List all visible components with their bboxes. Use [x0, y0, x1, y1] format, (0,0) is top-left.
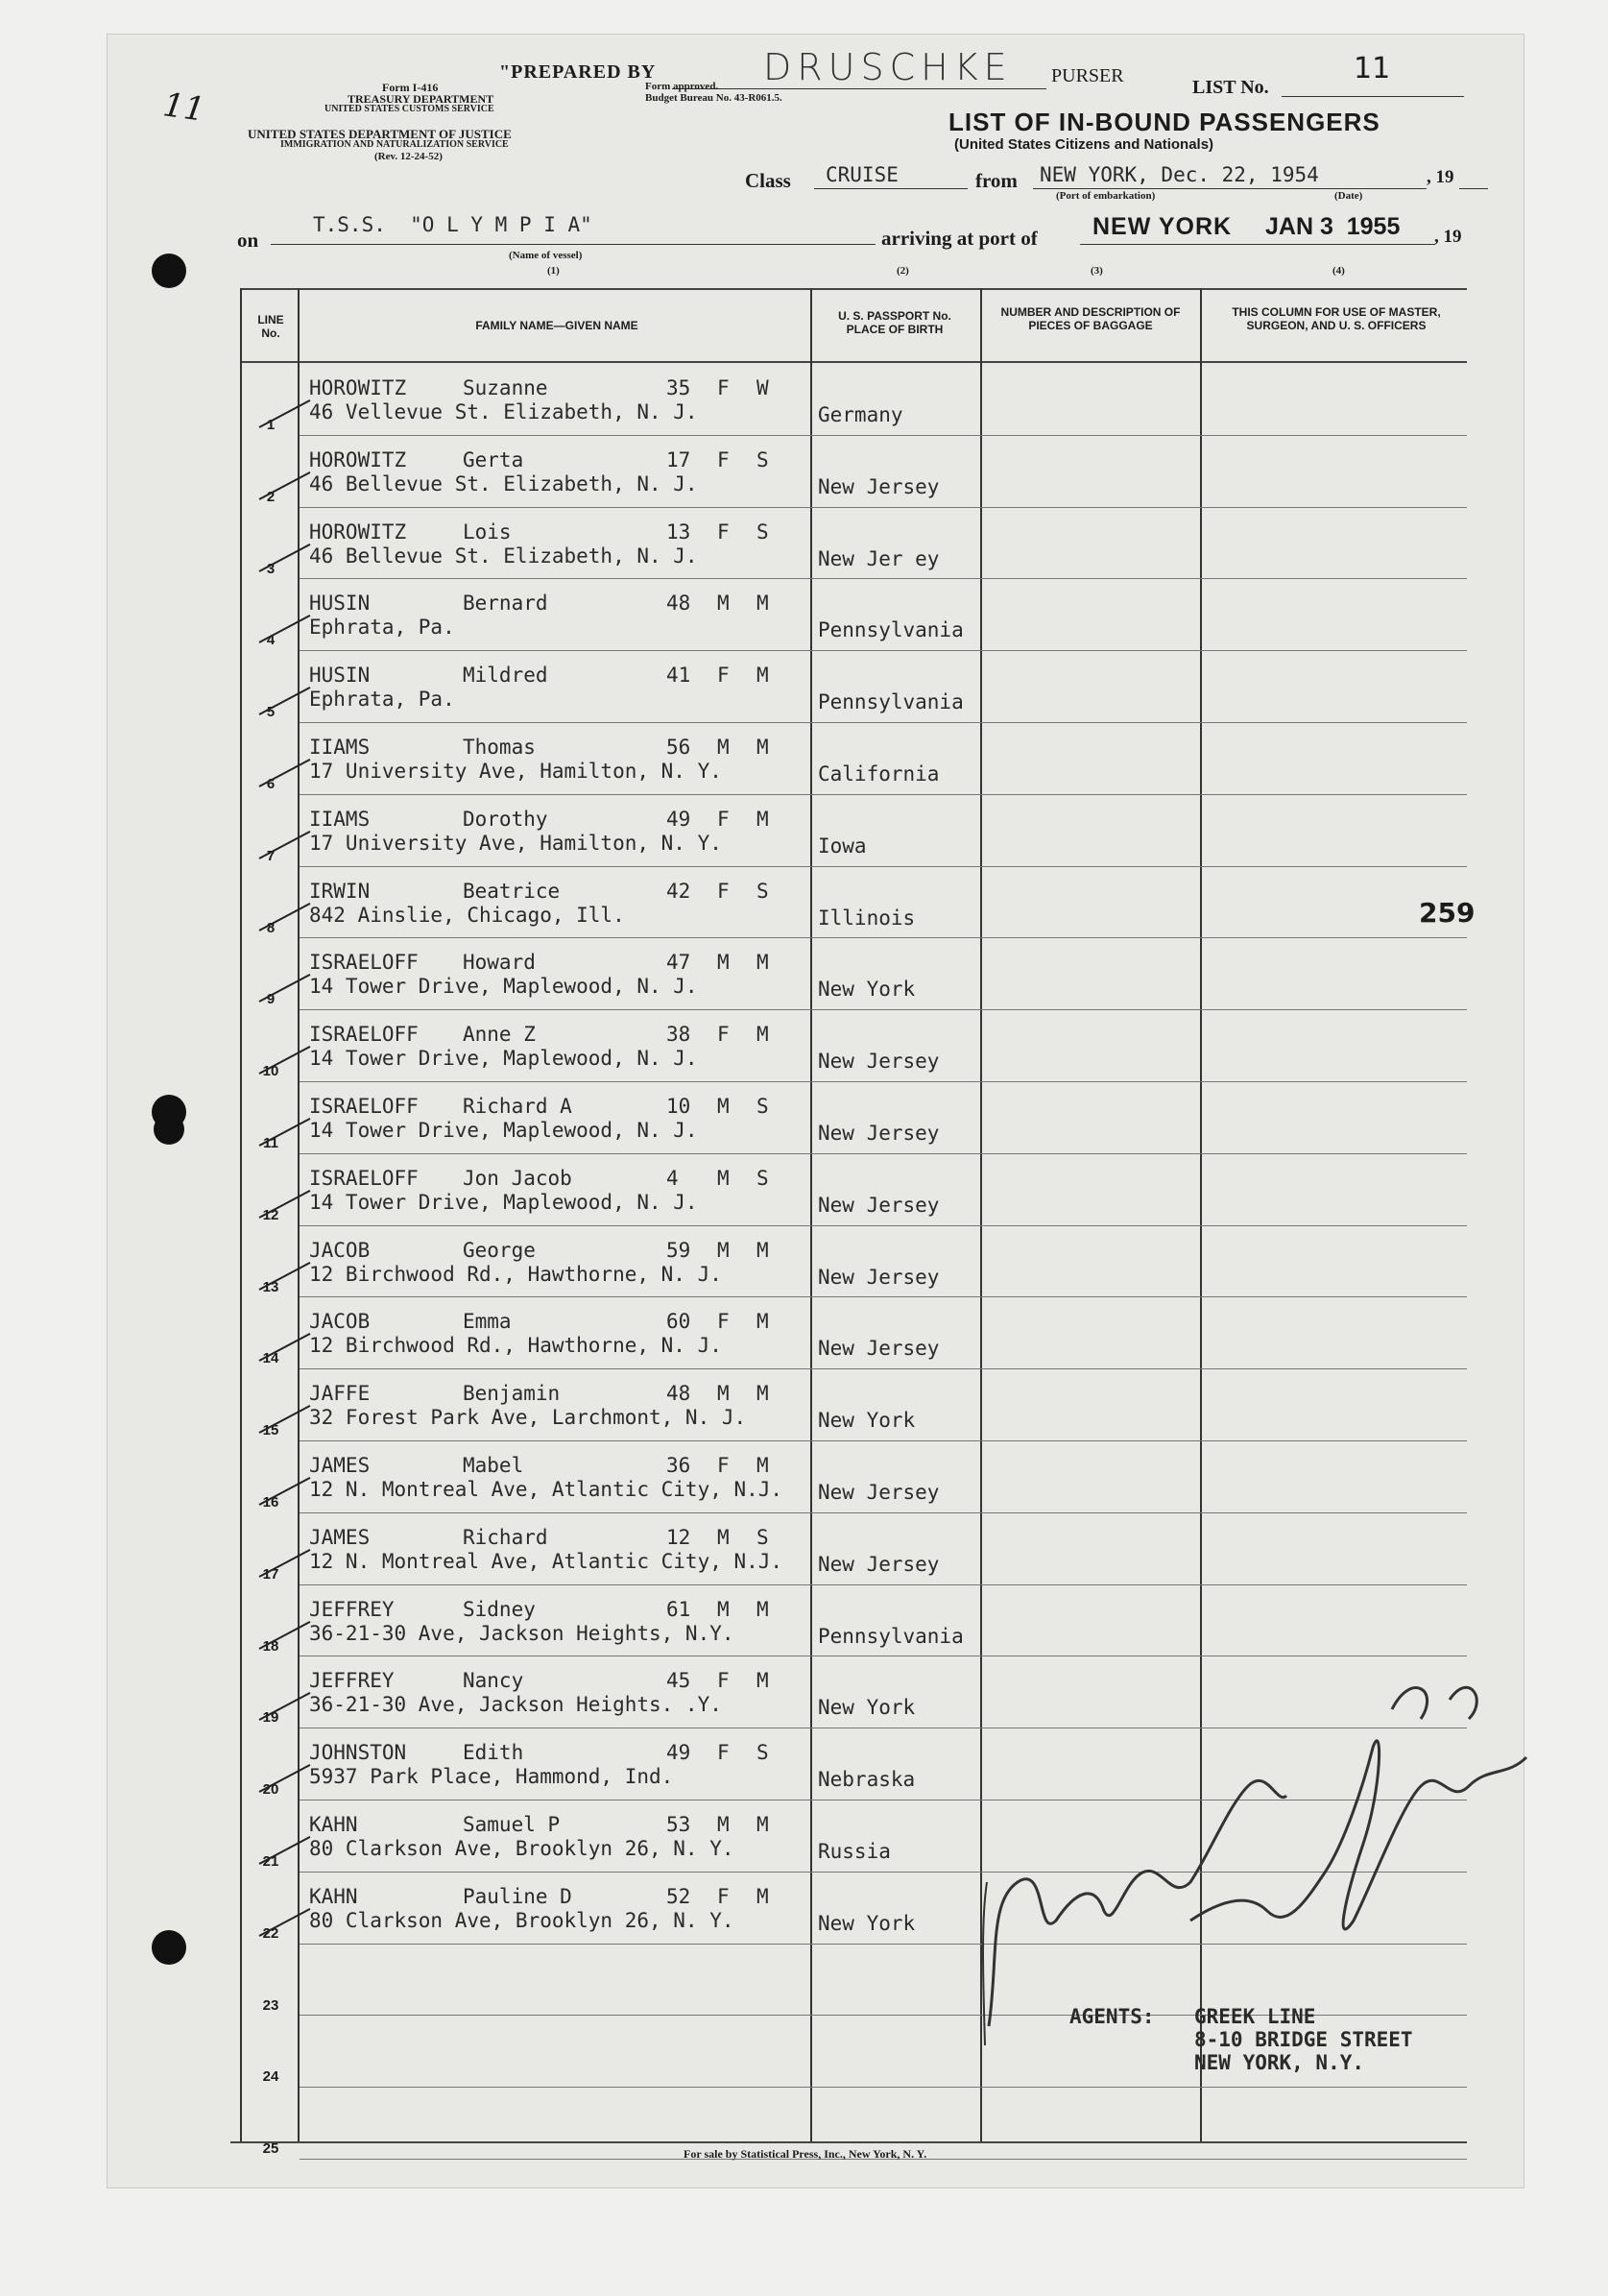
- passenger-address: 5937 Park Place, Hammond, Ind.: [309, 1765, 674, 1789]
- passenger-given-name: Benjamin: [463, 1382, 561, 1406]
- passenger-age: 49: [666, 807, 691, 831]
- passenger-address: Ephrata, Pa.: [309, 616, 455, 640]
- passenger-age: 56: [666, 736, 691, 759]
- line-number: 19: [262, 1709, 279, 1727]
- passenger-marital-status: M: [756, 1454, 769, 1477]
- line-number: 5: [266, 704, 276, 721]
- passenger-sex: F: [717, 376, 730, 399]
- passenger-surname: KAHN: [309, 1813, 358, 1836]
- line-number: 10: [262, 1063, 279, 1080]
- place-of-birth: New York: [818, 1409, 916, 1433]
- page-subtitle: (United States Citizens and Nationals): [954, 136, 1214, 153]
- passenger-given-name: Lois: [463, 520, 512, 544]
- passenger-surname: HOROWITZ: [309, 520, 407, 544]
- col-1-caption: (1): [547, 265, 560, 277]
- line-number: 12: [262, 1206, 279, 1223]
- agents-label: AGENTS:: [1069, 2005, 1155, 2028]
- row-divider: [300, 507, 1467, 508]
- passenger-surname: IRWIN: [309, 879, 371, 903]
- line-number: 17: [262, 1565, 279, 1583]
- place-of-birth: New Jersey: [818, 1193, 940, 1217]
- year-suffix-1: , 19: [1427, 167, 1454, 187]
- passenger-surname: HOROWITZ: [309, 447, 407, 471]
- passenger-age: 38: [666, 1023, 691, 1047]
- passenger-age: 17: [666, 447, 691, 471]
- col-3-caption: (3): [1091, 265, 1103, 277]
- row-divider: [300, 578, 1467, 579]
- passenger-sex: F: [717, 1023, 730, 1047]
- passenger-age: 35: [666, 376, 691, 399]
- passenger-marital-status: M: [756, 1382, 769, 1406]
- passenger-given-name: Richard: [463, 1525, 548, 1549]
- place-of-birth: New Jersey: [818, 1481, 940, 1504]
- col-header-line-no: LINE No.: [257, 313, 284, 340]
- passenger-age: 48: [666, 1382, 691, 1406]
- col-name-divider: [810, 288, 812, 2141]
- prepared-by-underline: [672, 88, 1046, 89]
- row-divider: [300, 1009, 1467, 1010]
- line-number: 20: [262, 1781, 279, 1799]
- line-number: 7: [266, 847, 276, 864]
- passenger-sex: F: [717, 520, 730, 544]
- table-top-border: [242, 288, 1467, 290]
- port-embark-caption: (Port of embarkation): [1056, 190, 1156, 202]
- place-of-birth: New Jersey: [818, 1050, 940, 1074]
- passenger-marital-status: M: [756, 1023, 769, 1047]
- passenger-age: 36: [666, 1454, 691, 1477]
- line-number: 8: [266, 919, 276, 936]
- agents-line-3: NEW YORK, N.Y.: [1194, 2051, 1365, 2074]
- row-divider: [300, 794, 1467, 795]
- passenger-surname: IIAMS: [309, 807, 371, 831]
- passenger-given-name: Mildred: [463, 664, 548, 688]
- col-4-caption: (4): [1332, 265, 1345, 277]
- place-of-birth: Pennsylvania: [818, 618, 964, 642]
- passenger-marital-status: S: [756, 520, 769, 544]
- passenger-surname: HUSIN: [309, 664, 371, 688]
- passenger-surname: ISRAELOFF: [309, 1166, 419, 1190]
- passenger-marital-status: S: [756, 879, 769, 903]
- year-underline-1: [1459, 188, 1488, 189]
- passenger-surname: ISRAELOFF: [309, 1023, 419, 1047]
- passenger-sex: F: [717, 807, 730, 831]
- place-of-birth: Nebraska: [818, 1768, 916, 1792]
- dept-justice: UNITED STATES DEPARTMENT OF JUSTICE: [248, 127, 512, 141]
- vessel-name: T.S.S. "O L Y M P I A": [313, 213, 592, 236]
- passenger-sex: F: [717, 1454, 730, 1477]
- passenger-sex: M: [717, 592, 730, 616]
- vessel-underline: [271, 244, 876, 245]
- row-divider: [300, 435, 1467, 436]
- line-number: 14: [262, 1350, 279, 1367]
- line-number: 4: [266, 632, 276, 649]
- place-of-birth: New Jer ey: [818, 546, 940, 570]
- passenger-marital-status: W: [756, 376, 769, 399]
- passenger-given-name: George: [463, 1238, 536, 1262]
- row-divider: [300, 866, 1467, 867]
- passenger-given-name: Suzanne: [463, 376, 548, 399]
- date-caption: (Date): [1334, 190, 1363, 202]
- row-divider: [300, 1440, 1467, 1441]
- line-number: 2: [266, 488, 276, 505]
- passenger-surname: JOHNSTON: [309, 1741, 407, 1765]
- list-number: 11: [1354, 52, 1391, 85]
- passenger-given-name: Sidney: [463, 1597, 536, 1621]
- passenger-sex: F: [717, 1669, 730, 1693]
- purser-label: PURSER: [1051, 65, 1124, 86]
- passenger-age: 13: [666, 520, 691, 544]
- passenger-age: 4: [666, 1166, 679, 1190]
- row-divider: [300, 722, 1467, 723]
- binder-hole-middle-2: [154, 1114, 184, 1145]
- passenger-given-name: Mabel: [463, 1454, 524, 1477]
- place-of-birth: Russia: [818, 1840, 891, 1863]
- from-underline: [1033, 188, 1427, 189]
- list-no-underline: [1282, 96, 1464, 97]
- place-of-birth: New Jersey: [818, 1122, 940, 1145]
- arriving-label: arriving at port of: [881, 227, 1038, 250]
- passenger-marital-status: M: [756, 592, 769, 616]
- form-id: Form I-416: [382, 81, 439, 94]
- place-of-birth: New York: [818, 1911, 916, 1935]
- passenger-surname: JEFFREY: [309, 1669, 395, 1693]
- dept-immigration: IMMIGRATION AND NATURALIZATION SERVICE: [280, 139, 509, 150]
- passenger-marital-status: M: [756, 1813, 769, 1836]
- passenger-address: 14 Tower Drive, Maplewood, N. J.: [309, 1119, 698, 1142]
- passenger-given-name: Thomas: [463, 736, 536, 759]
- agents-line-1: GREEK LINE: [1194, 2005, 1316, 2028]
- passenger-marital-status: M: [756, 951, 769, 975]
- passenger-sex: M: [717, 1382, 730, 1406]
- passenger-sex: M: [717, 1813, 730, 1836]
- passenger-given-name: Emma: [463, 1310, 512, 1334]
- row-divider: [300, 937, 1467, 938]
- col-2-caption: (2): [897, 265, 909, 277]
- passenger-sex: M: [717, 1166, 730, 1190]
- row-divider: [300, 1296, 1467, 1297]
- col-line-divider: [298, 288, 300, 2141]
- passenger-marital-status: M: [756, 1310, 769, 1334]
- place-of-birth: New Jersey: [818, 1552, 940, 1576]
- row-divider: [300, 1512, 1467, 1513]
- passenger-age: 12: [666, 1525, 691, 1549]
- line-number: 22: [262, 1924, 279, 1942]
- dept-customs: UNITED STATES CUSTOMS SERVICE: [324, 104, 494, 114]
- passenger-surname: JAMES: [309, 1454, 371, 1477]
- row-divider: [300, 1584, 1467, 1585]
- passenger-given-name: Pauline D: [463, 1884, 572, 1908]
- passenger-sex: M: [717, 1597, 730, 1621]
- passenger-surname: ISRAELOFF: [309, 1095, 419, 1118]
- table-bottom-border: [230, 2141, 1467, 2143]
- place-of-birth: Iowa: [818, 834, 867, 858]
- line-number: 6: [266, 776, 276, 792]
- place-of-birth: Pennsylvania: [818, 690, 964, 714]
- place-of-birth: California: [818, 762, 940, 785]
- binder-hole-top: [152, 254, 186, 288]
- line-number: 15: [262, 1422, 279, 1439]
- place-of-birth: New Jersey: [818, 1265, 940, 1289]
- line-number: 18: [262, 1637, 279, 1655]
- line-number: 3: [266, 560, 276, 577]
- passenger-age: 60: [666, 1310, 691, 1334]
- row-divider: [300, 1081, 1467, 1082]
- page-title: LIST OF IN-BOUND PASSENGERS: [948, 108, 1380, 136]
- passenger-address: 12 Birchwood Rd., Hawthorne, N. J.: [309, 1262, 722, 1286]
- row-divider: [300, 1944, 1467, 1945]
- prepared-by-name: DRUSCHKE: [763, 46, 1013, 88]
- passenger-sex: F: [717, 447, 730, 471]
- passenger-sex: F: [717, 1310, 730, 1334]
- class-value: CRUISE: [826, 163, 899, 186]
- passenger-given-name: Anne Z: [463, 1023, 536, 1047]
- passenger-given-name: Howard: [463, 951, 536, 975]
- col-header-passport: U. S. PASSPORT No. PLACE OF BIRTH: [838, 309, 951, 336]
- passenger-given-name: Edith: [463, 1741, 524, 1765]
- passenger-surname: JAMES: [309, 1525, 371, 1549]
- line-number: 25: [262, 2140, 279, 2158]
- passenger-age: 59: [666, 1238, 691, 1262]
- passenger-surname: HUSIN: [309, 592, 371, 616]
- passenger-surname: JEFFREY: [309, 1597, 395, 1621]
- passenger-sex: F: [717, 664, 730, 688]
- place-of-birth: Germany: [818, 403, 903, 426]
- row-divider: [300, 1225, 1467, 1226]
- passenger-given-name: Samuel P: [463, 1813, 561, 1836]
- passenger-address: 12 N. Montreal Ave, Atlantic City, N.J.: [309, 1478, 783, 1501]
- arrival-port: NEW YORK: [1092, 213, 1233, 240]
- vessel-caption: (Name of vessel): [509, 250, 583, 261]
- passenger-surname: KAHN: [309, 1884, 358, 1908]
- passenger-given-name: Jon Jacob: [463, 1166, 572, 1190]
- passenger-address: 17 University Ave, Hamilton, N. Y.: [309, 831, 722, 855]
- col-header-baggage: NUMBER AND DESCRIPTION OF PIECES OF BAGGAGE: [1000, 305, 1181, 332]
- place-of-birth: New York: [818, 978, 916, 1002]
- line-number: 16: [262, 1494, 279, 1511]
- passenger-given-name: Beatrice: [463, 879, 561, 903]
- passenger-address: 46 Bellevue St. Elizabeth, N. J.: [309, 471, 698, 495]
- passenger-address: 17 University Ave, Hamilton, N. Y.: [309, 760, 722, 783]
- passenger-sex: M: [717, 736, 730, 759]
- row-divider: [300, 1368, 1467, 1369]
- table-header-border: [242, 361, 1467, 363]
- passenger-marital-status: M: [756, 1884, 769, 1908]
- passenger-address: 842 Ainslie, Chicago, Ill.: [309, 903, 625, 927]
- row-divider: [300, 2087, 1467, 2088]
- passenger-address: 46 Vellevue St. Elizabeth, N. J.: [309, 400, 698, 423]
- passenger-age: 45: [666, 1669, 691, 1693]
- dept-treasury: TREASURY DEPARTMENT: [348, 92, 494, 106]
- passenger-age: 61: [666, 1597, 691, 1621]
- passenger-marital-status: M: [756, 1238, 769, 1262]
- passenger-sex: M: [717, 1095, 730, 1118]
- passenger-marital-status: S: [756, 447, 769, 471]
- passenger-sex: F: [717, 879, 730, 903]
- line-number: 24: [262, 2068, 279, 2086]
- passenger-address: 80 Clarkson Ave, Brooklyn 26, N. Y.: [309, 1837, 734, 1860]
- arrival-date: JAN 3 1955: [1265, 213, 1401, 240]
- passenger-marital-status: M: [756, 1597, 769, 1621]
- row-divider: [300, 1872, 1467, 1873]
- passenger-age: 52: [666, 1884, 691, 1908]
- passenger-surname: HOROWITZ: [309, 376, 407, 399]
- list-no-label: LIST No.: [1192, 77, 1269, 98]
- from-label: from: [975, 169, 1018, 192]
- place-of-birth: New Jersey: [818, 1337, 940, 1361]
- passenger-sex: M: [717, 951, 730, 975]
- officer-note: 259: [1419, 896, 1476, 929]
- passenger-address: 14 Tower Drive, Maplewood, N. J.: [309, 1047, 698, 1071]
- passenger-surname: JAFFE: [309, 1382, 371, 1406]
- line-number: 21: [262, 1853, 279, 1870]
- passenger-sex: F: [717, 1884, 730, 1908]
- passenger-marital-status: M: [756, 807, 769, 831]
- passenger-address: 80 Clarkson Ave, Brooklyn 26, N. Y.: [309, 1908, 734, 1932]
- year-suffix-2: , 19: [1434, 227, 1462, 247]
- passenger-marital-status: S: [756, 1525, 769, 1549]
- passenger-surname: IIAMS: [309, 736, 371, 759]
- place-of-birth: Pennsylvania: [818, 1624, 964, 1648]
- passenger-address: 46 Bellevue St. Elizabeth, N. J.: [309, 544, 698, 568]
- budget-bureau: Budget Bureau No. 43-R061.5.: [645, 92, 782, 104]
- footer-printer: For sale by Statistical Press, Inc., New York, N. Y.: [684, 2147, 927, 2161]
- line-number: 11: [263, 1135, 278, 1151]
- passenger-age: 48: [666, 592, 691, 616]
- form-approved: Form approved.: [645, 81, 719, 92]
- row-divider: [300, 1800, 1467, 1801]
- passenger-address: 12 Birchwood Rd., Hawthorne, N. J.: [309, 1334, 722, 1358]
- passenger-given-name: Nancy: [463, 1669, 524, 1693]
- passenger-given-name: Dorothy: [463, 807, 548, 831]
- row-divider: [300, 1153, 1467, 1154]
- row-divider: [300, 650, 1467, 651]
- form-revision: (Rev. 12-24-52): [374, 151, 443, 162]
- prepared-by-label: "PREPARED BY: [499, 61, 657, 83]
- class-label: Class: [745, 169, 791, 192]
- place-of-birth: New Jersey: [818, 474, 940, 498]
- line-number: 13: [262, 1278, 279, 1295]
- passenger-given-name: Gerta: [463, 447, 524, 471]
- passenger-age: 10: [666, 1095, 691, 1118]
- class-underline: [814, 188, 968, 189]
- passenger-address: 36-21-30 Ave, Jackson Heights, N.Y.: [309, 1621, 734, 1645]
- table-left-border: [240, 288, 242, 2141]
- passenger-marital-status: M: [756, 1669, 769, 1693]
- passenger-marital-status: S: [756, 1166, 769, 1190]
- passenger-age: 49: [666, 1741, 691, 1765]
- passenger-address: Ephrata, Pa.: [309, 688, 455, 712]
- passenger-address: 14 Tower Drive, Maplewood, N. J.: [309, 975, 698, 999]
- agents-line-2: 8-10 BRIDGE STREET: [1194, 2028, 1413, 2051]
- col-header-name: FAMILY NAME—GIVEN NAME: [475, 319, 638, 332]
- line-number: 9: [266, 991, 276, 1008]
- passenger-address: 32 Forest Park Ave, Larchmont, N. J.: [309, 1406, 747, 1430]
- from-value: NEW YORK, Dec. 22, 1954: [1040, 163, 1319, 186]
- passenger-age: 42: [666, 879, 691, 903]
- passenger-sex: M: [717, 1525, 730, 1549]
- passenger-given-name: Richard A: [463, 1095, 572, 1118]
- col-header-officers: THIS COLUMN FOR USE OF MASTER, SURGEON, AND U. S. OFFICERS: [1232, 305, 1441, 332]
- passenger-address: 12 N. Montreal Ave, Atlantic City, N.J.: [309, 1549, 783, 1573]
- margin-note: 11: [160, 85, 207, 130]
- line-number: 1: [266, 417, 276, 433]
- line-number: 23: [262, 1996, 279, 2014]
- col-passport-divider: [980, 288, 982, 2141]
- passenger-marital-status: S: [756, 1095, 769, 1118]
- passenger-sex: M: [717, 1238, 730, 1262]
- passenger-surname: JACOB: [309, 1238, 371, 1262]
- passenger-age: 41: [666, 664, 691, 688]
- passenger-age: 53: [666, 1813, 691, 1836]
- passenger-age: 47: [666, 951, 691, 975]
- passenger-address: 14 Tower Drive, Maplewood, N. J.: [309, 1190, 698, 1214]
- passenger-given-name: Bernard: [463, 592, 548, 616]
- passenger-surname: JACOB: [309, 1310, 371, 1334]
- col-baggage-divider: [1200, 288, 1202, 2141]
- passenger-marital-status: M: [756, 664, 769, 688]
- place-of-birth: Illinois: [818, 906, 916, 930]
- passenger-address: 36-21-30 Ave, Jackson Heights. .Y.: [309, 1693, 722, 1717]
- passenger-surname: ISRAELOFF: [309, 951, 419, 975]
- passenger-sex: F: [717, 1741, 730, 1765]
- passenger-marital-status: M: [756, 736, 769, 759]
- on-label: on: [237, 229, 259, 252]
- place-of-birth: New York: [818, 1696, 916, 1720]
- binder-hole-bottom: [152, 1930, 186, 1965]
- passenger-marital-status: S: [756, 1741, 769, 1765]
- arrival-underline: [1080, 244, 1435, 245]
